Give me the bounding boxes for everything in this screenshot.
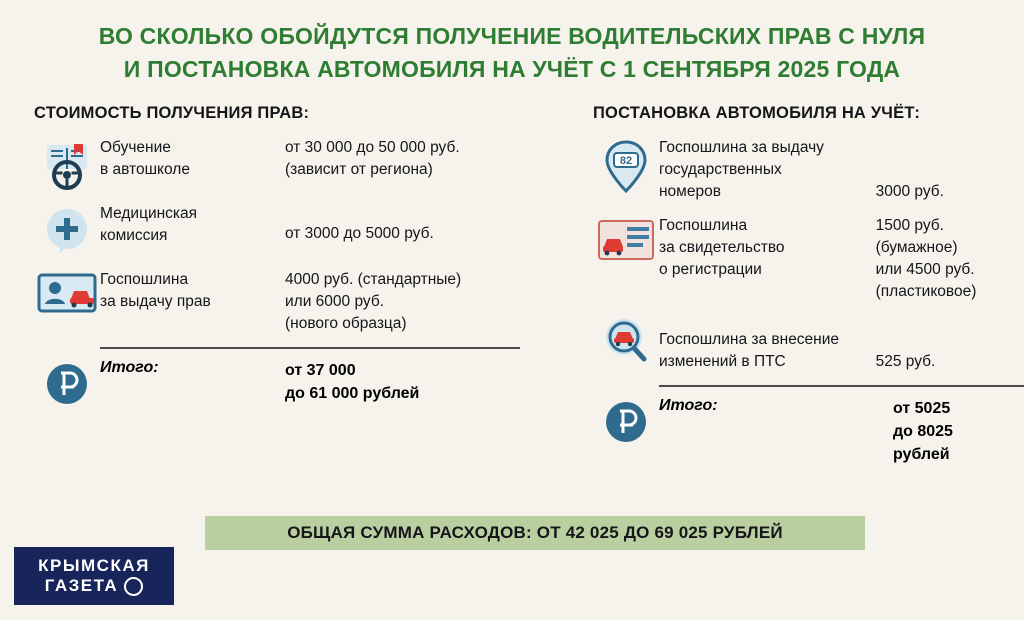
list-item [34,203,575,257]
seal-icon [124,577,143,596]
logo-line-1: КРЫМСКАЯ [38,556,150,575]
ruble-coin-icon [34,359,100,407]
registration-certificate-icon [593,215,659,263]
book-steering-wheel-icon [34,137,100,191]
license-plate-pin-icon [593,137,659,195]
right-total [593,397,1011,466]
list-item [593,137,1011,203]
right-total-label: Итого: [659,397,718,414]
column-registration-cost [575,104,1011,466]
item-value: от 30 000 до 50 000 руб. (зависит от региона) [285,139,460,178]
item-label: Медицинская комиссия [100,205,198,244]
item-label: Обучение в автошколе [100,139,190,178]
left-total-label: Итого: [100,359,159,376]
ruble-coin-icon [593,397,659,445]
item-label: Госпошлина за свидетельство о регистрации [659,217,785,278]
page-title-line-1: ВО СКОЛЬКО ОБОЙДУТСЯ ПОЛУЧЕНИЕ ВОДИТЕЛЬСКИХ ПРАВ С НУЛЯ [98,23,926,49]
svg-text:82: 82 [619,155,633,167]
item-value: 4000 руб. (стандартные) или 6000 руб. (нового образца) [285,271,462,332]
page-title-line-2: И ПОСТАНОВКА АВТОМОБИЛЯ НА УЧЁТ С 1 СЕНТЯБРЯ 2025 ГОДА [123,56,901,82]
summary-text: ОБЩАЯ СУММА РАСХОДОВ: ОТ 42 025 ДО 69 025 РУБЛЕЙ [287,523,783,542]
item-label: Госпошлина за внесение изменений в ПТС [659,331,840,370]
page-title [0,0,1024,90]
right-column-heading: ПОСТАНОВКА АВТОМОБИЛЯ НА УЧЁТ: [593,104,921,122]
right-total-divider [659,385,1024,387]
content-columns [0,90,1024,466]
left-column-heading: СТОИМОСТЬ ПОЛУЧЕНИЯ ПРАВ: [34,104,310,122]
car-magnifier-icon [593,315,659,369]
item-value: 3000 руб. [875,183,944,200]
list-item [34,269,575,335]
left-total-value: от 37 000 до 61 000 рублей [285,362,420,402]
item-value: от 3000 до 5000 руб. [285,225,434,242]
publisher-logo [14,547,174,605]
item-label: Госпошлина за выдачу прав [100,271,211,310]
list-item [593,215,1011,303]
summary-banner [205,516,865,550]
driver-license-card-icon [34,269,100,315]
medical-cross-icon [34,203,100,257]
left-total [34,359,575,407]
list-item [34,137,575,191]
item-value: 525 руб. [875,353,936,370]
logo-line-2: ГАЗЕТА [44,576,119,595]
item-value: 1500 руб. (бумажное) или 4500 руб. (пластиковое) [875,217,977,300]
column-license-cost [28,104,575,466]
right-total-value: от 5025 до 8025 рублей [892,400,953,463]
list-item [593,315,1011,373]
item-label: Госпошлина за выдачу государственных номеров [659,139,824,200]
left-total-divider [100,347,520,349]
